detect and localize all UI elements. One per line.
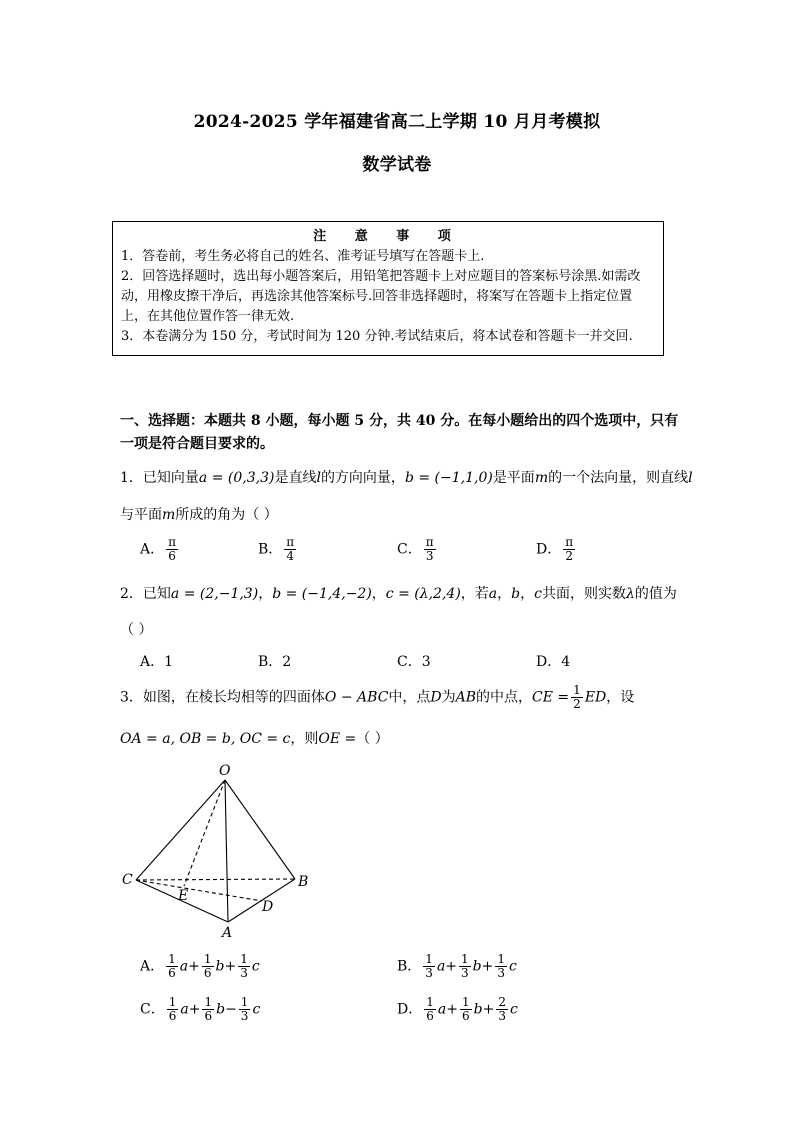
question-3-option-a: A． $\frac{1}{6}$ a+ $\frac{1}{6}$ b+ $\frac{1}{3}$ c xyxy=(140,952,260,980)
label-e: E xyxy=(178,888,189,904)
label-a: A xyxy=(222,925,233,940)
notice-item-1: 1．答卷前，考生务必将自己的姓名、准考证号填写在答题卡上. xyxy=(121,249,485,264)
question-1-option-a: A． $\frac{\pi}{6}$ xyxy=(140,535,177,563)
segment-cd xyxy=(136,880,262,901)
vector-b: b = (−1,1,0) xyxy=(404,470,493,486)
question-3-line-1: 3．如图，在棱长均相等的四面体O − ABC中，点D为AB的中点，CE = $\frac{1}{2}$ ED，设 xyxy=(120,683,635,711)
question-2-option-c: C．3 xyxy=(397,654,431,670)
label-c: C xyxy=(122,872,133,888)
section-1-heading: 一、选择题：本题共 8 小题，每小题 5 分，共 40 分。在每小题给出的四个选项中，只有一项是符合题目要求的。 xyxy=(120,413,679,452)
edge-oc xyxy=(136,780,225,880)
label-b: B xyxy=(298,874,309,890)
exam-subtitle: 数学试卷 xyxy=(362,155,432,175)
question-3-option-c: C． $\frac{1}{6}$ a+ $\frac{1}{6}$ b− $\frac{1}{3}$ c xyxy=(140,995,261,1023)
question-2-option-a: A．1 xyxy=(140,654,174,670)
edge-oa xyxy=(225,780,228,922)
question-1-line-2: 与平面m所成的角为（ ） xyxy=(120,507,278,523)
label-d: D xyxy=(262,899,274,915)
edge-cb xyxy=(136,879,295,880)
question-1-option-b: B． $\frac{\pi}{4}$ xyxy=(258,535,295,563)
question-1-option-c: C． $\frac{\pi}{3}$ xyxy=(397,535,434,563)
tetrahedron-figure xyxy=(118,760,318,940)
segment-oe xyxy=(184,780,225,886)
notice-box xyxy=(112,221,664,356)
vector-a: a = (0,3,3) xyxy=(198,470,275,486)
question-1-option-d: D． $\frac{\pi}{2}$ xyxy=(536,535,574,563)
question-2-option-b: B．2 xyxy=(258,654,292,670)
question-2-line-1: 2．已知a = (2,−1,3)，b = (−1,4,−2)，c = (λ,2,4)，若a，b，c共面，则实数λ的值为 xyxy=(120,586,677,602)
question-3-option-d: D． $\frac{1}{6}$ a+ $\frac{1}{6}$ b+ $\frac{2}{3}$ c xyxy=(397,995,518,1023)
exam-title: 2024-2025 学年福建省高二上学期 10 月月考模拟 xyxy=(193,112,601,132)
notice-item-2: 2．回答选择题时，选出每小题答案后，用铅笔把答题卡上对应题目的答案标号涂黑.如需改动，用橡皮擦干净后，再选涂其他答案标号.回答非选择题时，将案写在答题卡上指定位置上，在其他位置作答一律无效. xyxy=(121,269,641,324)
question-3-line-2: OA = a, OB = b, OC = c，则OE =（ ） xyxy=(120,731,389,747)
label-o: O xyxy=(219,763,231,779)
notice-item-3: 3．本卷满分为 150 分，考试时间为 120 分钟.考试结束后，将本试卷和答题卡一并交回. xyxy=(121,329,633,344)
question-3-option-b: B． $\frac{1}{3}$ a+ $\frac{1}{3}$ b+ $\frac{1}{3}$ c xyxy=(397,952,517,980)
edge-ob xyxy=(225,780,295,879)
question-2-line-2: （ ） xyxy=(120,622,153,638)
question-1-line-1: 1．已知向量a = (0,3,3)是直线l的方向向量，b = (−1,1,0)是平面m的一个法向量，则直线l xyxy=(120,470,693,486)
question-2-option-d: D．4 xyxy=(536,654,571,670)
notice-title: 注 意 事 项 xyxy=(313,229,463,244)
